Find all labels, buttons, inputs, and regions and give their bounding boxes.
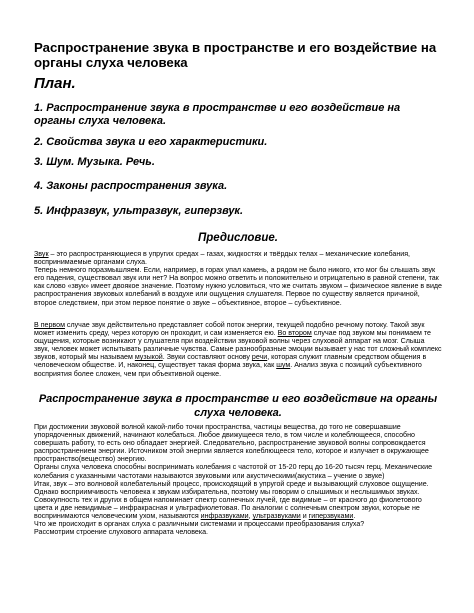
section-text-end: . Что же происходит в органах слуха с различными системами и процессами преобразования слуха? Рассмотрим строение слухового аппарата человека. (34, 512, 365, 537)
section-heading: Распространение звука в пространстве и его воздействие на органы слуха человека. (38, 393, 438, 419)
preface-text-2a: случае звук действительно представляет собой поток энергии, текущей подобно речному потоку. Такой звук может изменить среду, через которую он проходит, и сам изменяется ею. (34, 321, 425, 338)
link-infrasound[interactable]: инфразвуками (200, 512, 249, 521)
section-text-and: и (300, 512, 309, 521)
link-speech[interactable]: речи (251, 353, 268, 362)
preface-text-2c: . Звуки составляют основу (162, 353, 252, 362)
preface-text-2b: случае под звуком мы понимаем те ощущения, которые возникают у слушателя при воздействии звуковой волны через слуховой аппарат на мозг. Слыша звук, человек может испытывать различные чувства. Самые разнообразные эмоции вызывает у нас тот сложный комплекс звуков, который мы называем (34, 329, 442, 362)
link-music[interactable]: музыкой (134, 353, 163, 362)
link-ultrasound[interactable]: ультразвуками (252, 512, 301, 521)
link-first-case[interactable]: В первом (34, 321, 65, 329)
preface-text-2e: . Анализ звука с позиций субъективного восприятия более сложен, чем при объективной оценке. (34, 361, 422, 378)
plan-item-1: 1. Распространение звука в пространстве и его воздействие на органы слуха человека. (34, 102, 401, 127)
plan-item-5: 5. Инфразвук, ультразвук, гиперзвук. (34, 205, 244, 217)
section-text-comma: , (248, 512, 253, 521)
preface-paragraph-2 (34, 321, 442, 378)
plan-item-4: 4. Законы распространения звука. (34, 180, 228, 192)
link-second-case[interactable]: Во втором (277, 329, 312, 338)
section-paragraph (34, 423, 442, 536)
preface-heading: Предисловие. (198, 232, 278, 244)
link-zvuk[interactable]: Звук (34, 250, 49, 258)
link-noise[interactable]: шум (276, 361, 291, 370)
document-title: Распространение звука в пространстве и его воздействие на органы слуха человека (34, 40, 437, 70)
link-hypersound[interactable]: гиперзвуками (308, 512, 354, 521)
section-text-1: При достижении звуковой волной какой-либо точки пространства, частицы вещества, до того не совершавшие упорядоченных движений, начинают колебаться. Любое движущееся тело, в том числе и колеблющееся, способно совершать работу, то есть оно обладает энергией. Следовательно, распространение звуковой волны сопровождается распространением энергии. Источником этой энергии является колеблющееся тело, которое и излучает в окружающее пространство(вещество) энергию. Органы слуха человека способны воспринимать колебания с частотой от 15-20 герц до 16-20 тысяч герц. Механические колебания с указанными частотами называются звуковыми или акустическими(акустика – учение о звуке) Итак, звук – это волновой колебательный процесс, происходящий в упругой среде и вызывающий слуховое ощущение. Однако восприимчивость человека к звукам избирательна, поэтому мы говорим о слышимых и неслышимых звуках. Совокупность тех и других в общем напоминает спектр солнечных лучей, где видимые – от красного до фиолетового цвета и две невидимые – инфракрасная и ультрафиолетовая. По аналогии с солнечным спектром звуки, которые не воспринимаются человеческим ухом, называются (34, 423, 433, 521)
preface-paragraph-1 (34, 250, 442, 307)
plan-item-3: 3. Шум. Музыка. Речь. (34, 156, 155, 168)
plan-item-2: 2. Свойства звука и его характеристики. (34, 136, 268, 148)
preface-text-2d: , которая служит главным средством общения в человеческом обществе. И, наконец, существует такая форма звука, как (34, 353, 427, 370)
plan-heading: План. (34, 75, 76, 92)
preface-text-1: – это распространяющиеся в упругих средах – газах, жидкостях и твёрдых телах – механические колебания, воспринимаемые органами слуха. Теперь немного поразмышляем. Если, например, в горах упал камень, а рядом не было никого, кто мог бы слышать звук его падения, существовал звук или нет? На вопрос можно ответить и положительно и отрицательно в равной степени, так как слово «звук» имеет двоякое значение. Поэтому нужно условиться, что же считать звуком – физическое явление в виде распространения звуковых колебаний в воздухе или ощущения слушателя. Первое по существу является причиной, второе следствием, при этом первое понятие о звуке – объективное, второе – субъективное. (34, 250, 442, 307)
